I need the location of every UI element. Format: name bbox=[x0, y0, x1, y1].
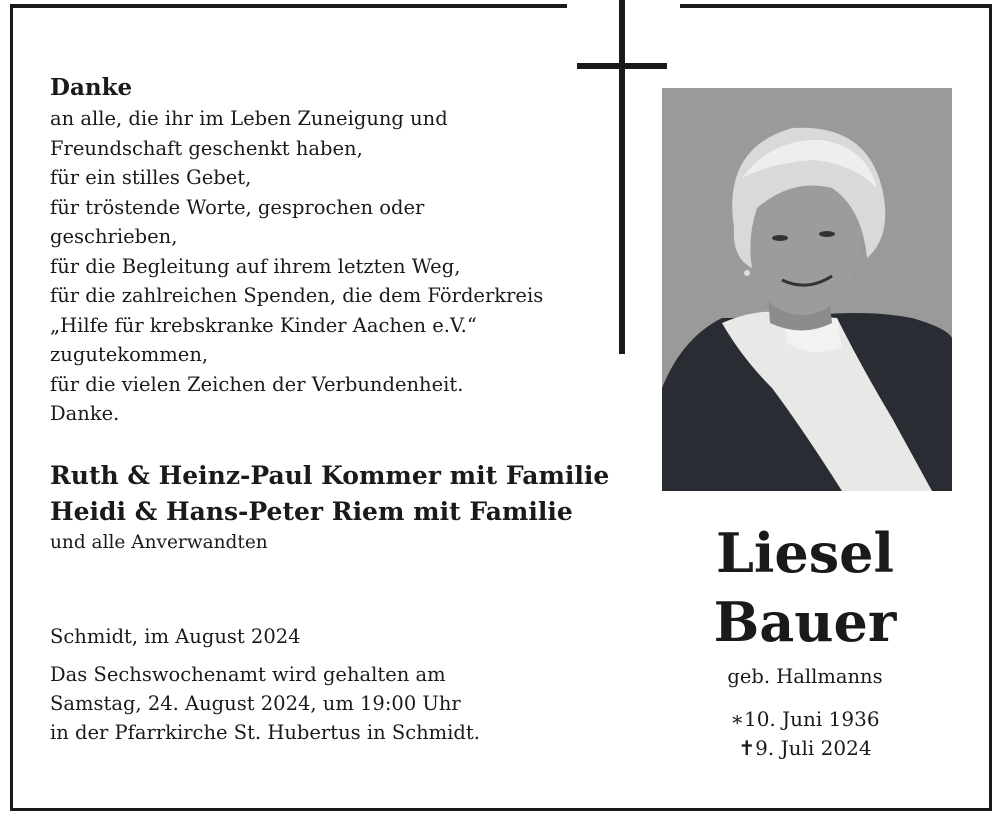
frame-top-left bbox=[10, 4, 567, 8]
service-line: Samstag, 24. August 2024, um 19:00 Uhr bbox=[50, 692, 461, 715]
service-line: in der Pfarrkirche St. Hubertus in Schmidt. bbox=[50, 721, 480, 744]
thanks-title: Danke bbox=[50, 74, 133, 101]
portrait-illustration bbox=[662, 88, 952, 491]
birth-date: ∗10. Juni 1936 bbox=[730, 707, 880, 731]
portrait-photo bbox=[662, 88, 952, 491]
thanks-line: für tröstende Worte, gesprochen oder bbox=[50, 195, 425, 219]
thanks-line: Danke. bbox=[50, 402, 120, 425]
deceased-last-name: Bauer bbox=[713, 590, 897, 654]
birth-name: geb. Hallmanns bbox=[727, 665, 883, 688]
cross-icon-horizontal bbox=[577, 63, 667, 69]
thanks-line: „Hilfe für krebskranke Kinder Aachen e.V.“ bbox=[50, 313, 477, 337]
service-notice bbox=[50, 660, 520, 747]
family-line-1: Ruth & Heinz-Paul Kommer mit Familie bbox=[50, 461, 610, 490]
thanks-line: für die Begleitung auf ihrem letzten Weg, bbox=[50, 254, 461, 278]
service-line: Das Sechswochenamt wird gehalten am bbox=[50, 663, 446, 686]
thanks-line: Freundschaft geschenkt haben, bbox=[50, 136, 363, 160]
family-line-2: Heidi & Hans-Peter Riem mit Familie bbox=[50, 497, 573, 526]
life-dates bbox=[700, 705, 910, 763]
thanks-line: für die zahlreichen Spenden, die dem Förderkreis bbox=[50, 284, 544, 307]
thanks-line: an alle, die ihr im Leben Zuneigung und bbox=[50, 107, 448, 130]
frame-bottom bbox=[10, 808, 992, 811]
thanks-line: geschrieben, bbox=[50, 225, 178, 248]
thanks-line: für die vielen Zeichen der Verbundenheit. bbox=[50, 372, 464, 396]
thanks-line: für ein stilles Gebet, bbox=[50, 166, 252, 189]
death-date: ✝9. Juli 2024 bbox=[738, 736, 872, 760]
frame-right bbox=[989, 4, 992, 811]
thanks-section bbox=[50, 72, 570, 429]
relatives-line: und alle Anverwandten bbox=[50, 532, 268, 553]
frame-top-right bbox=[680, 4, 992, 8]
family-signature bbox=[50, 458, 610, 556]
place-date: Schmidt, im August 2024 bbox=[50, 625, 301, 648]
frame-left bbox=[10, 4, 13, 811]
thanks-line: zugutekommen, bbox=[50, 343, 209, 366]
cross-icon-vertical bbox=[619, 0, 625, 354]
deceased-first-name: Liesel bbox=[715, 521, 895, 585]
